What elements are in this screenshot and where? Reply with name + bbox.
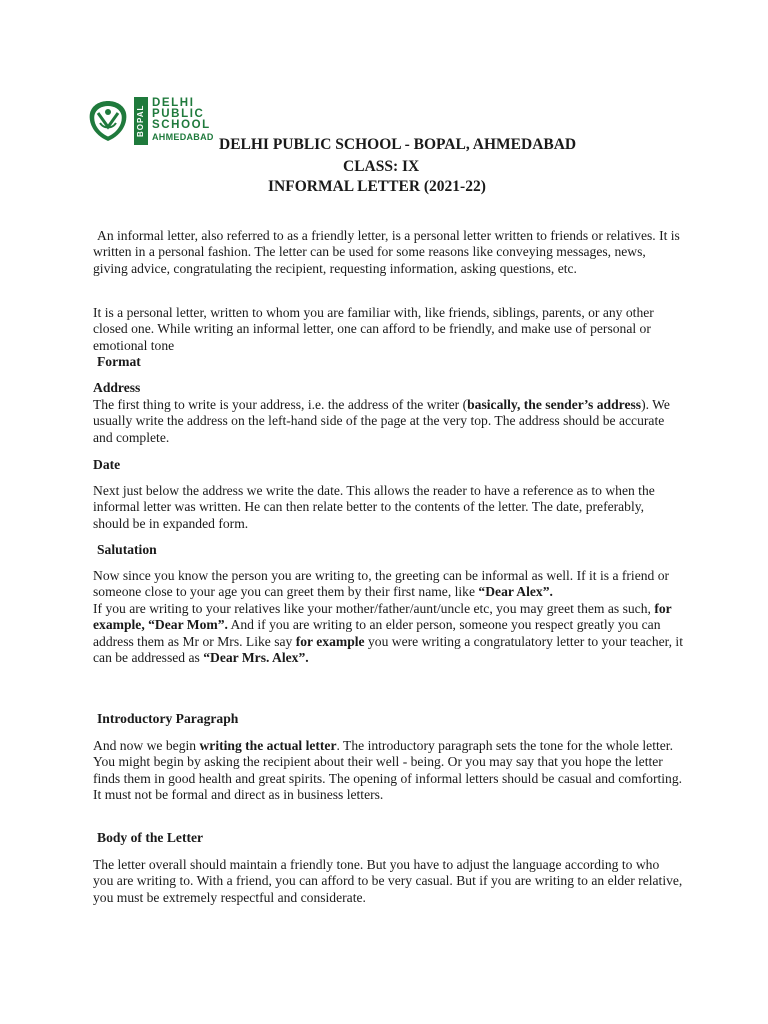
salutation-bold-3: for example [295, 633, 365, 649]
logo-city: AHMEDABAD [152, 132, 214, 142]
address-text-2: ). We usually write the address on the left-hand side of the page at the very top. The address should be accurate and complete. [93, 397, 670, 445]
format-label: Format [97, 354, 141, 369]
logo-word-school: SCHOOL [152, 119, 211, 131]
introductory-text [93, 738, 683, 804]
salutation-label: Salutation [97, 542, 157, 557]
salutation-bold-4: “Dear Mrs. Alex”. [203, 650, 309, 666]
salutation-bold-2: for example, “Dear Mom”. [93, 600, 672, 633]
introductory-bold-1: writing the actual letter [199, 738, 337, 753]
address-label: Address [93, 380, 141, 395]
salutation-text-4: you were writing a congratulatory letter to your teacher, it can be addressed as [93, 633, 683, 666]
introductory-text-2: . The introductory paragraph sets the tone for the whole letter. You might begin by asking the recipient about their well - being. Or you may say that you hope the letter finds them in good health and great spirits. The opening of informal letters should be casual and comforting. It must not be formal and direct as in business letters. [93, 738, 683, 803]
introductory-text-1: And now we begin [93, 738, 200, 753]
introductory-label: Introductory Paragraph [97, 711, 239, 726]
logo-word-delhi: DELHI [152, 97, 195, 109]
document-title: INFORMAL LETTER (2021-22) [268, 178, 486, 195]
date-text: Next just below the address we write the date. This allows the reader to have a reference as to when the informal letter was written. He can then relate better to the contents of the letter. The date, preferably, should be in expanded form. [93, 483, 655, 531]
address-text [93, 397, 683, 446]
salutation-text-2: If you are writing to your relatives like your mother/father/aunt/uncle etc, you may greet them as such, [93, 600, 655, 616]
school-heading: DELHI PUBLIC SCHOOL - BOPAL, AHMEDABAD [219, 136, 577, 153]
logo-word-public: PUBLIC [152, 108, 205, 120]
body-label: Body of the Letter [97, 830, 204, 845]
address-text-1: The first thing to write is your address, i.e. the address of the writer ( [93, 397, 468, 412]
intro-paragraph-2: It is a personal letter, written to whom you are familiar with, like friends, siblings, parents, or any other closed one. While writing an informal letter, one can afford to be friendly, and make use of personal or emotional tone [93, 305, 654, 353]
body-text: The letter overall should maintain a friendly tone. But you have to adjust the language according to who you are writing to. With a friend, you can afford to be very casual. But if you are writing to an elder relative, you must be extremely respectful and considerate. [93, 857, 683, 905]
class-heading: CLASS: IX [343, 158, 420, 175]
logo-words [152, 98, 211, 131]
date-label: Date [93, 457, 121, 472]
salutation-text-3: And if you are writing to an elder person, someone you respect greatly you can address them as Mr or Mrs. Like say [93, 617, 661, 649]
school-logo [86, 97, 228, 145]
salutation-text-1: Now since you know the person you are writing to, the greeting can be informal as well. If it is a friend or someone close to your age you can greet them by their first name, like [93, 568, 670, 600]
salutation-text [93, 568, 683, 666]
salutation-bold-1: “Dear Alex”. [478, 584, 553, 600]
school-crest-icon [86, 99, 130, 143]
address-bold-1: basically, the sender’s address [467, 397, 642, 412]
intro-paragraph-1: An informal letter, also referred to as a friendly letter, is a personal letter written to friends or relatives. It is written in a personal fashion. The letter can be used for some reasons like conveying messages, news, giving advice, congratulating the recipient, requesting information, asking questions, etc. [93, 228, 680, 276]
logo-bar-text: BOPAL [134, 97, 148, 145]
